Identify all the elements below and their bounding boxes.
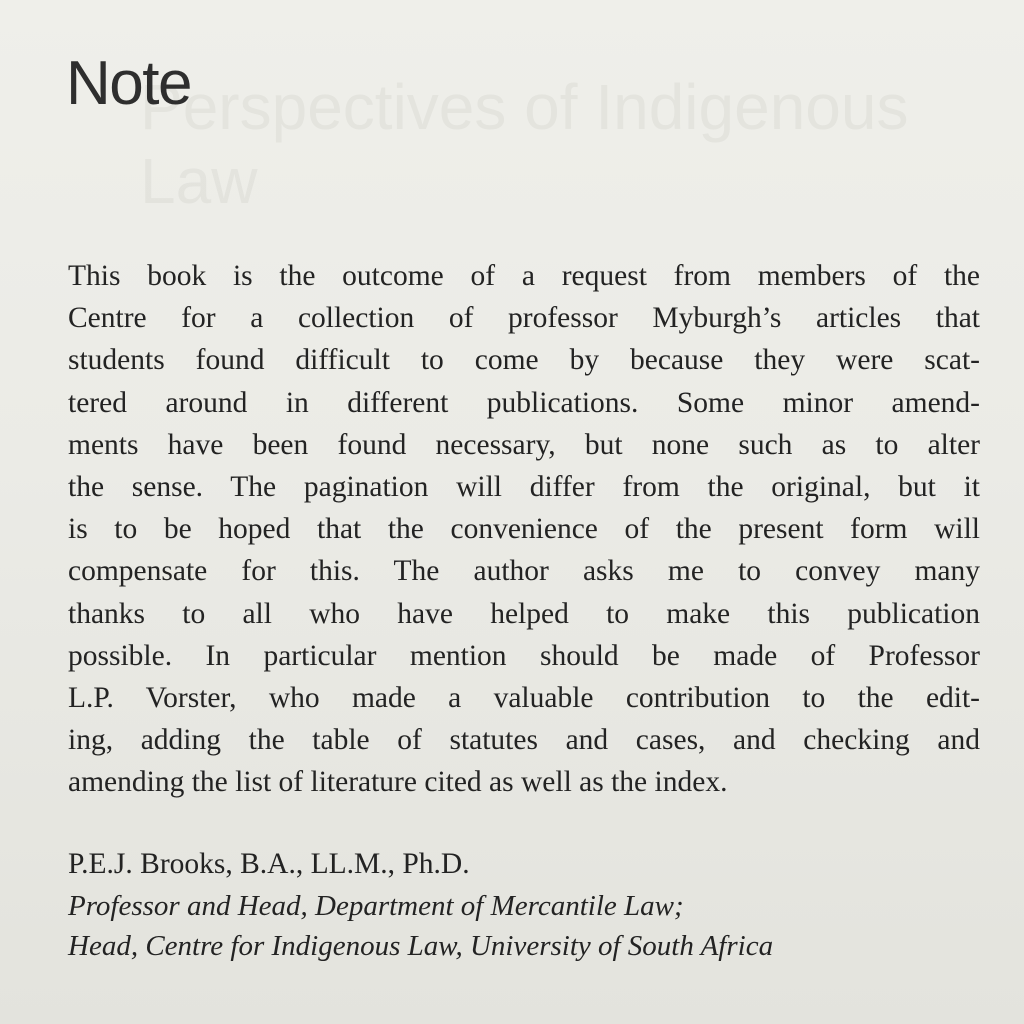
show-through-title [140,70,908,218]
paragraph-line: L.P. Vorster, who made a valuable contribution to the edit- [68,681,980,714]
paragraph-line: students found difficult to come by because they were scat- [68,344,980,377]
paragraph-line: amending the list of literature cited as well as the index. [68,766,728,799]
paragraph-line: compensate for this. The author asks me to convey many [68,555,980,588]
show-through-title-line-1: Perspectives of Indigenous [140,71,909,143]
note-paragraph [68,255,980,803]
paragraph-line: thanks to all who have helped to make this publication [68,597,980,630]
paragraph-line: the sense. The pagination will differ from the original, but it [68,470,980,503]
paragraph-line: ing, adding the table of statutes and cases, and checking and [68,724,980,757]
show-through-title-line-2: Law [140,145,258,217]
paragraph-line: Centre for a collection of professor Myburgh’s articles that [68,302,980,335]
paragraph-line: This book is the outcome of a request from members of the [68,260,980,292]
signatory-title: Professor and Head, Department of Mercantile Law; [68,890,684,922]
page-heading: Note [66,49,191,118]
paragraph-line: ments have been found necessary, but none such as to alter [68,428,980,461]
signatory-affiliation: Head, Centre for Indigenous Law, University of South Africa [68,930,774,962]
paragraph-line: is to be hoped that the convenience of the present form will [68,513,980,546]
signatory-name: P.E.J. Brooks, B.A., LL.M., Ph.D. [68,848,470,880]
paragraph-line: possible. In particular mention should be made of Professor [68,639,980,672]
paragraph-line: tered around in different publications. Some minor amend- [68,386,980,419]
signature-block [68,842,980,966]
